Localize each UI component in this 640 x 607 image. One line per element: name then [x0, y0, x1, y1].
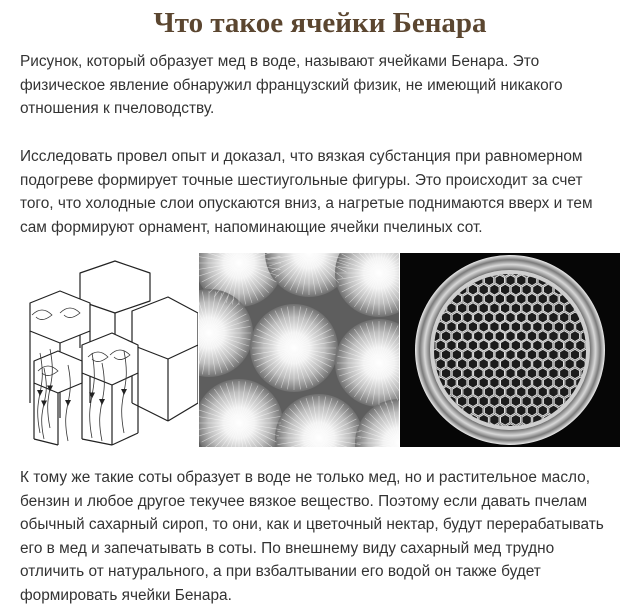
- paragraph-experiment: Исследовать провел опыт и доказал, что вязкая субстанция при равномерном подогреве формирует точные шестиугольные фигуры. Это происходит за счет того, что холодные слои опускаются вниз, а нагретые поднимаются вверх и тем сам формируют орнамент, напоминающие ячейки пчелиных сот.: [20, 145, 620, 239]
- hexagon-cells-diagram-image: [20, 253, 198, 447]
- benard-cells-photo-image: [199, 253, 399, 447]
- paragraph-intro: Рисунок, который образует мед в воде, называют ячейками Бенара. Это физическое явление обнаружил французский физик, не имеющий никакого отношения к пчеловодству.: [20, 50, 620, 121]
- petri-dish-photo-image: [400, 253, 620, 447]
- article-title: Что такое ячейки Бенара: [0, 6, 640, 40]
- paragraph-other-liquids: К тому же такие соты образует в воде не только мед, но и растительное масло, бензин и любое другое текучее вязкое вещество. Поэтому если давать пчелам обычный сахарный сироп, то они, как и цветочный нектар, будут перерабатывать его в мед и запечатывать в соты. По внешнему виду сахарный мед трудно отличить от натурального, а при взбалтывании его водой он также будет формировать ячейки Бенара.: [20, 466, 620, 607]
- image-strip: [20, 253, 620, 447]
